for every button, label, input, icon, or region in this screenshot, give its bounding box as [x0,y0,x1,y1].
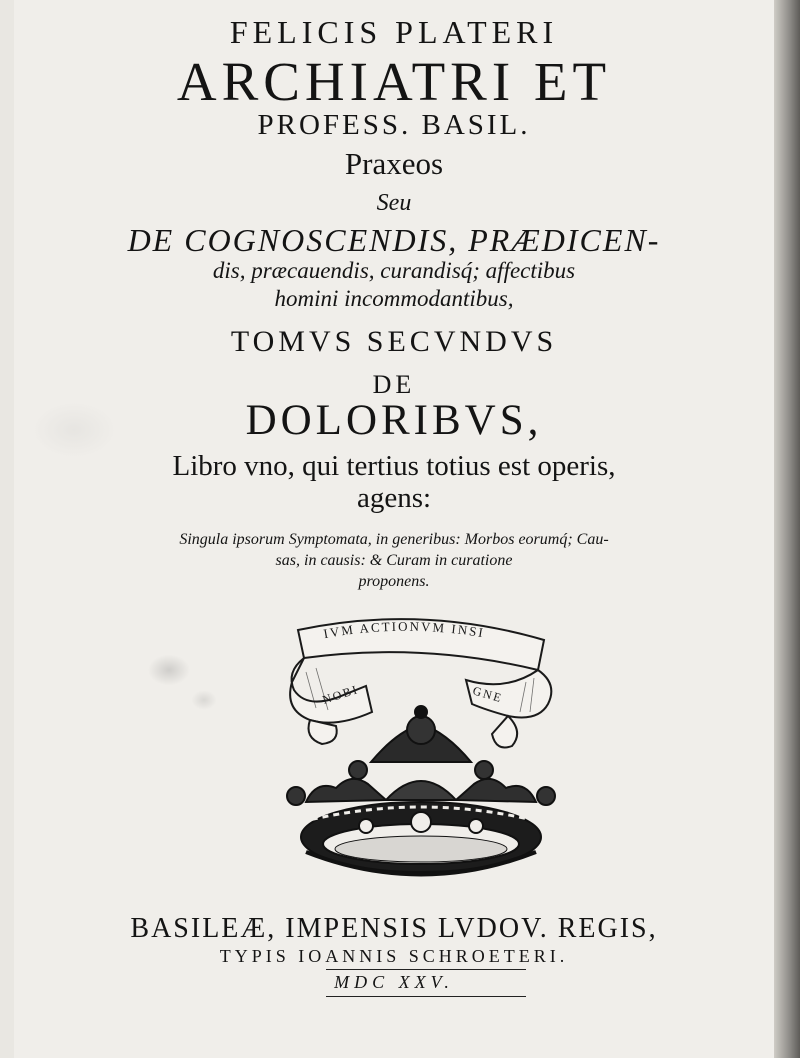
year-rule-bottom [326,996,526,997]
banner-text-right: GNE [471,683,505,706]
banner-text-top: IVM ACTIONVM INSI [322,618,487,642]
publisher-line: BASILEÆ, IMPENSIS LVDOV. REGIS, [130,913,658,944]
printer-line: TYPIS IOANNIS SCHROETERI. [219,946,569,966]
subject-heading: DOLORIBVS, [245,397,543,444]
crown-banner-emblem [276,612,566,894]
summary-line-2: sas, in causis: & Curam in curatione [275,552,513,569]
summary-line-3: proponens. [358,573,430,590]
praxeos: Praxeos [344,146,444,181]
title-page [14,0,774,1058]
subtitle-line-3: homini incommodantibus, [274,286,514,311]
volume-heading: TOMVS SECVNDVS [230,325,558,358]
description-line-2: agens: [356,482,432,514]
seu: Seu [376,190,412,216]
description-line-1: Libro vno, qui tertius totius est operis, [172,450,616,482]
subtitle-line-1: DE COGNOSCENDIS, PRÆDICEN- [127,222,661,258]
title-line-2: PROFESS. BASIL. [257,109,531,141]
de-heading: DE [372,370,416,399]
author-name: FELICIS PLATERI [229,14,559,50]
publication-year: MDC XXV. [334,972,454,992]
subtitle-line-2: dis, præcauendis, curandisq́; affectibus [212,258,576,283]
summary-line-1: Singula ipsorum Symptomata, in generibus: Morbos eorumq́; Cau- [179,531,609,548]
title-line-1: ARCHIATRI ET [176,51,612,112]
year-rule-top [326,969,526,970]
book-binding-edge [774,0,800,1058]
banner-text-left: NOBI [320,681,361,707]
